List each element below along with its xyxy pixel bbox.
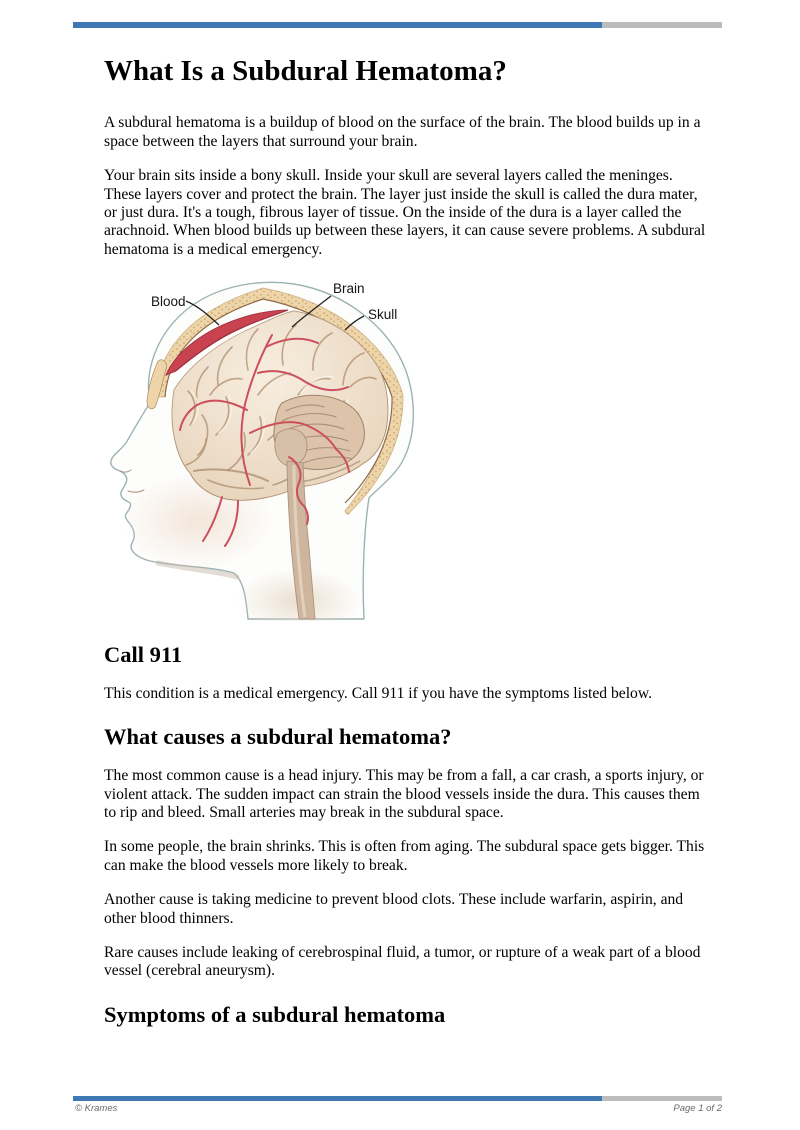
brain-label: Brain xyxy=(333,281,365,297)
footer-bar-gray-segment xyxy=(602,1096,722,1101)
top-bar-gray-segment xyxy=(602,22,722,28)
document-body xyxy=(104,55,722,1045)
section-heading: What causes a subdural hematoma? xyxy=(104,724,452,750)
blood-label: Blood xyxy=(151,294,186,310)
footer-divider-bar xyxy=(73,1096,722,1101)
section-paragraph: This condition is a medical emergency. Call 911 if you have the symptoms listed below. xyxy=(104,684,652,702)
top-divider-bar xyxy=(73,22,722,28)
footer-page-number: Page 1 of 2 xyxy=(673,1103,722,1114)
page-footer xyxy=(75,1103,722,1114)
section-causes xyxy=(104,725,722,980)
section-heading: Call 911 xyxy=(104,642,183,668)
section-paragraph: Rare causes include leaking of cerebrospinal fluid, a tumor, or rupture of a weak part of a blood vessel (cerebral aneurysm). xyxy=(104,943,701,980)
page-title: What Is a Subdural Hematoma? xyxy=(104,55,507,87)
section-call-911 xyxy=(104,643,722,703)
top-bar-blue-segment xyxy=(73,22,602,28)
section-paragraph: In some people, the brain shrinks. This is often from aging. The subdural space gets bigger. This can make the blood vessels more likely to break. xyxy=(104,838,705,874)
section-paragraph: Another cause is taking medicine to prevent blood clots. These include warfarin, aspirin, and other blood thinners. xyxy=(104,891,684,927)
intro-paragraph: A subdural hematoma is a buildup of blood on the surface of the brain. The blood builds up in a space between the layers that surround your brain. xyxy=(104,114,701,150)
section-paragraph: The most common cause is a head injury. This may be from a fall, a car crash, a sports injury, or violent attack. The sudden impact can strain the blood vessels inside the dura. This causes them to rip and bleed. Small arteries may break in the subdural space. xyxy=(104,767,704,821)
head-illustration xyxy=(98,275,722,621)
section-heading: Symptoms of a subdural hematoma xyxy=(104,1001,446,1027)
skull-label: Skull xyxy=(368,307,398,323)
footer-bar-blue-segment xyxy=(73,1096,602,1101)
intro-paragraph: Your brain sits inside a bony skull. Inside your skull are several layers called the meninges. These layers cover and protect the brain. The layer just inside the skull is called the dura mater, or just dura. It's a tough, fibrous layer of tissue. On the inside of the dura is a layer called the arachnoid. When blood builds up between these layers, it can cause severe problems. A subdural hematoma is a medical emergency. xyxy=(104,167,706,258)
subdural-hematoma-diagram xyxy=(98,275,430,621)
section-symptoms xyxy=(104,1003,722,1028)
footer-copyright: © Krames xyxy=(75,1103,118,1114)
